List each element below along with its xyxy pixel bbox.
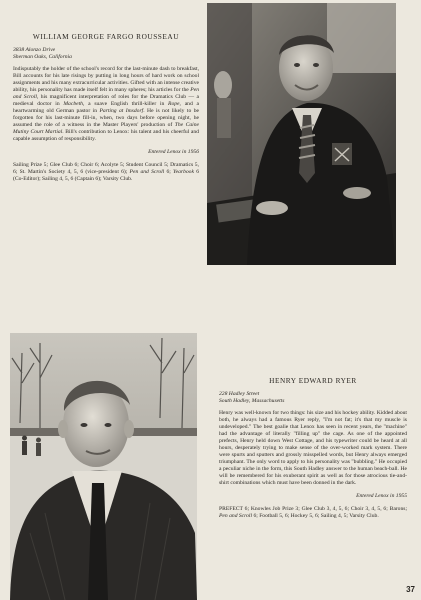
address-city: Sherman Oaks, California <box>13 54 72 60</box>
senior-name: WILLIAM GEORGE FARGO ROUSSEAU <box>32 32 180 41</box>
address-city: South Hadley, Massachusetts <box>219 398 285 404</box>
senior-biography: Henry was well-known for two things: his size and his hockey ability. Kidded about both, he always had a famous Ryer reply, "I'm not fat; it's that my muscle is undeveloped." The best goalie that Lenox has seen in recent years, the "machine" had the advantage of literally "filling up" the cage. As one of the appointed prefects, Henry held down West Cottage, and his typewriter could be heard at all hours, desperately trying to make sense of the over-worked mark system. There were spurts and sputters and grossly misspelled words, but Henry always emerged triumphant. The only word to apply to his personality was "bubbling." He occupied a peculiar niche in the form, this South Hadley answer to the human beach-ball. He will be remembered for his exuberant spirit as well as for those atrocious tie-and-shirt combinations which must have been donned in the dark. <box>219 410 407 487</box>
senior-activities: PREFECT 6; Knowles Job Prize 3; Glee Club 3, 4, 5, 6; Choir 3, 4, 5, 6; Barons; Pen and Scroll 6; Football 5, 6; Hockey 5, 6; Sailing 4, 5; Varsity Club. <box>219 505 407 519</box>
address-street: 228 Hadley Street <box>219 391 260 397</box>
senior-biography: Indisputably the holder of the school's record for the last-minute dash to breakfast, Bill accounts for his late risings by putting in long hours of hard work on school assignments and his many extracurricular activities. Gifted with an intense creative ability, his personality has made itself felt in many spheres; his articles for the Pen and Scroll, his magnificent interpretation of roles for the Dramatics Club — a medieval doctor in Macbeth, a suave English thrill-killer in Rope, and a heartwarming old German pastor in Parting at Imsdorf. He is not likely to be forgotten for his last-minute fill-in, when, two days before opening night, he assumed the role of a witness in the Master Players' production of The Caine Mutiny Court Martial. Bill's contribution to Lenox: his talent and his cheerful and capable assumption of responsibility. <box>13 66 199 143</box>
page-number: 37 <box>406 585 415 594</box>
entered-year: Entered Lenox in 1955 <box>356 492 407 499</box>
senior-address <box>219 391 407 405</box>
entered-year: Entered Lenox in 1956 <box>148 148 199 155</box>
senior-address <box>13 47 199 61</box>
senior-portrait-ryer <box>10 333 197 600</box>
senior-activities: Sailing Prize 5; Glee Club 6; Choir 6; Acolyte 5; Student Council 5; Dramatics 5, 6; St. Martin's Society 4, 5, 6 (vice-president 6); Pen and Scroll 6; Yearbook 6 (Co-Editor); Sailing 4, 5, 6 (Captain 6); Varsity Club. <box>13 161 199 182</box>
senior-entry-ryer <box>219 376 407 520</box>
senior-entry-rousseau <box>13 32 199 183</box>
address-street: 3838 Alonzo Drive <box>13 47 56 53</box>
senior-name: HENRY EDWARD RYER <box>269 376 357 385</box>
senior-portrait-rousseau <box>207 3 396 265</box>
